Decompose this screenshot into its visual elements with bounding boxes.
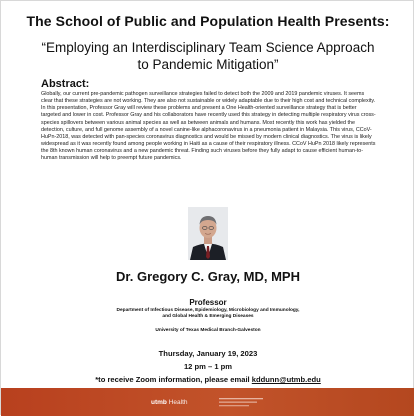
speaker-name: Dr. Gregory C. Gray, MD, MPH bbox=[116, 269, 300, 284]
logo-sub: Health bbox=[168, 399, 188, 406]
event-header: The School of Public and Population Health Presents: bbox=[26, 13, 390, 29]
speaker-photo bbox=[188, 207, 228, 260]
event-time: 12 pm – 1 pm bbox=[183, 362, 233, 371]
abstract-text: Globally, our current pre-pandemic pathogen surveillance strategies failed to detect both the 2009 and 2019 pandemic viruses. It seems clear that these strategies are not working. They are also not sustainable or widely adaptable due to their high cost and technical complexity. In this presentation, Professor Gray will review these problems and present a One Health-oriented surveillance strategy that is better targeted and lower in cost. Professor Gray and his collaborators have recently used this strategy in detecting multiple respiratory virus cross-species spillovers between various animal species as well as between animals and humans. Most recently this work has yielded the detection, culture, and full genome assembly of a novel canine-like alphacoronavirus in a pneumonia patient in Malaysia. This virus, CCoV-HuPn-2018, was detected with pan-species coronavirus diagnostics and would be missed by modern clinical diagnostics. The virus is likely widespread as it was recently found among people working in Haiti as a cause of their respiratory illness. CCoV HuPn 2018 likely represents the 8th known human coronavirus and a new pandemic threat. Finding such viruses before they fully adapt to cause efficient human-to-human transmission will help to preempt future pandemics. bbox=[41, 91, 376, 162]
department-line-2: and Global Health & Emerging Diseases bbox=[162, 314, 254, 320]
department bbox=[1, 308, 414, 321]
university: University of Texas Medical Branch-Galveston bbox=[155, 328, 261, 333]
event-date: Thursday, January 19, 2023 bbox=[158, 349, 258, 358]
footer-tagline-graphic bbox=[219, 397, 279, 409]
utmb-logo bbox=[151, 399, 188, 406]
contact-email-link[interactable]: kddunn@utmb.edu bbox=[251, 375, 321, 384]
department-line-1: Department of Infectious Disease, Epidemiology, Microbiology and Immunology, bbox=[116, 308, 300, 313]
portrait-photo-icon bbox=[188, 207, 228, 260]
footer-band bbox=[1, 388, 414, 416]
speaker-role: Professor bbox=[189, 298, 227, 307]
zoom-info-text: *to receive Zoom information, please email bbox=[95, 375, 252, 384]
logo-main: utmb bbox=[151, 399, 167, 406]
zoom-info bbox=[1, 375, 414, 384]
talk-title: “Employing an Interdisciplinary Team Science Approach to Pandemic Mitigation” bbox=[41, 40, 375, 72]
abstract-heading: Abstract: bbox=[41, 78, 90, 90]
